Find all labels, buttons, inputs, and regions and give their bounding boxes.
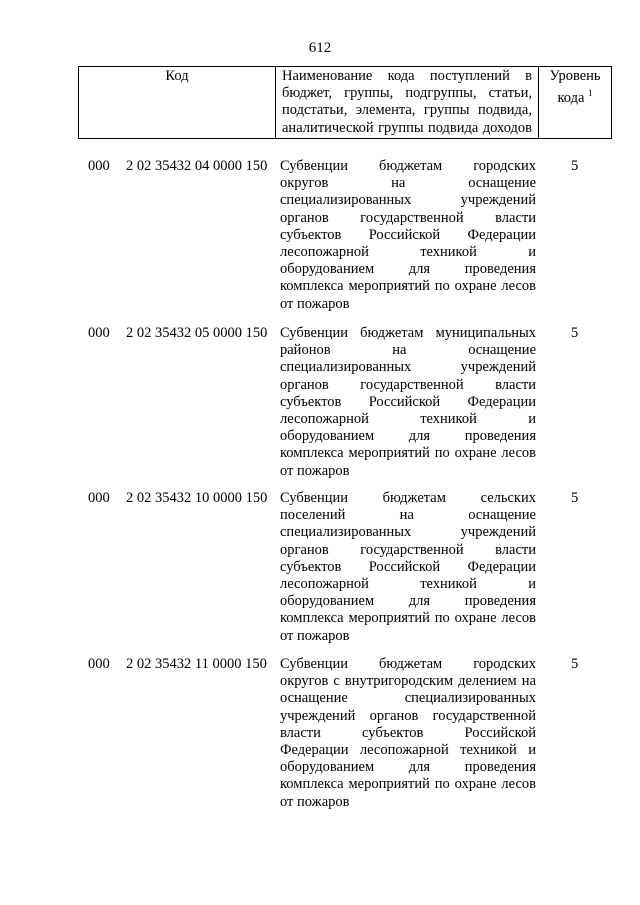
row-name-line: Субвенции бюджетам сельских xyxy=(280,490,536,506)
row-name-line: специализированных учреждений xyxy=(280,192,536,209)
header-name-cell xyxy=(276,67,539,138)
row-admin-code: 000 xyxy=(88,325,110,341)
row-name-line: специализированных учреждений xyxy=(280,524,536,541)
row-name-line: комплекса мероприятий по охране лесов xyxy=(280,278,536,295)
row-revenue-code: 2 02 35432 11 0000 150 xyxy=(126,656,267,672)
header-level-label: Уровень xyxy=(549,68,601,84)
table-header xyxy=(78,66,612,139)
row-revenue-code: 2 02 35432 10 0000 150 xyxy=(126,490,268,506)
row-level: 5 xyxy=(571,158,579,174)
row-name-line: субъектов Российской Федерации xyxy=(280,558,536,575)
row-name-line: от пожаров xyxy=(280,793,350,810)
header-level-label-2: кода $^1$ xyxy=(557,88,593,106)
row-name-line: лесопожарной техникой и xyxy=(280,575,536,592)
row-name-line: округов с внутригородским делением на xyxy=(280,673,536,690)
row-name-line: комплекса мероприятий по охране лесов xyxy=(280,445,536,462)
row-name-line: власти субъектов Российской xyxy=(280,724,536,741)
row-name-line: лесопожарной техникой и xyxy=(280,410,536,427)
row-name-line: от пожаров xyxy=(280,627,350,644)
row-name xyxy=(280,656,536,811)
header-name-line: подстатьи, элемента, группы подвида, xyxy=(282,102,532,119)
row-name-line: оборудованием для проведения xyxy=(280,593,536,610)
row-admin-code: 000 xyxy=(88,158,110,174)
row-name-line: комплекса мероприятий по охране лесов xyxy=(280,776,536,793)
row-name-line: субъектов Российской Федерации xyxy=(280,393,536,410)
row-name-line: субъектов Российской Федерации xyxy=(280,226,536,243)
row-name-line: Субвенции бюджетам муниципальных xyxy=(280,325,536,341)
row-name xyxy=(280,158,536,313)
header-code-label: Код xyxy=(165,68,189,84)
row-name-line: округов на оснащение xyxy=(280,175,536,192)
row-name-line: Субвенции бюджетам городских xyxy=(280,656,536,672)
row-name-line: комплекса мероприятий по охране лесов xyxy=(280,610,536,627)
row-name-line: учреждений органов государственной xyxy=(280,707,536,724)
row-revenue-code: 2 02 35432 04 0000 150 xyxy=(126,158,268,174)
row-admin-code: 000 xyxy=(88,490,110,506)
row-name xyxy=(280,325,536,480)
row-name-line: районов на оснащение xyxy=(280,342,536,359)
row-level: 5 xyxy=(571,325,579,341)
row-admin-code: 000 xyxy=(88,656,110,672)
row-name-line: оборудованием для проведения xyxy=(280,428,536,445)
header-name-line: аналитической группы подвида доходов xyxy=(282,119,532,136)
footnote-marker: 1 xyxy=(588,88,593,98)
row-name-line: поселений на оснащение xyxy=(280,507,536,524)
row-level: 5 xyxy=(571,656,579,672)
row-name-line: органов государственной власти xyxy=(280,376,536,393)
row-name-line: от пожаров xyxy=(280,295,350,312)
row-name-line: оснащение специализированных xyxy=(280,690,536,707)
header-name-line: бюджет, группы, подгруппы, статьи, xyxy=(282,85,532,102)
row-name-line: лесопожарной техникой и xyxy=(280,243,536,260)
row-name-line: органов государственной власти xyxy=(280,541,536,558)
page-number: 612 xyxy=(308,40,332,56)
header-level-cell xyxy=(539,67,611,138)
row-name-line: Субвенции бюджетам городских xyxy=(280,158,536,174)
row-revenue-code: 2 02 35432 05 0000 150 xyxy=(126,325,268,341)
row-name-line: Федерации лесопожарной техникой и xyxy=(280,741,536,758)
row-level: 5 xyxy=(571,490,579,506)
row-name-line: оборудованием для проведения xyxy=(280,261,536,278)
row-name-line: органов государственной власти xyxy=(280,209,536,226)
header-code-cell xyxy=(79,67,276,138)
row-name xyxy=(280,490,536,645)
header-name-line: Наименование кода поступлений в xyxy=(282,68,532,84)
row-name-line: специализированных учреждений xyxy=(280,359,536,376)
row-name-line: оборудованием для проведения xyxy=(280,759,536,776)
row-name-line: от пожаров xyxy=(280,462,350,479)
